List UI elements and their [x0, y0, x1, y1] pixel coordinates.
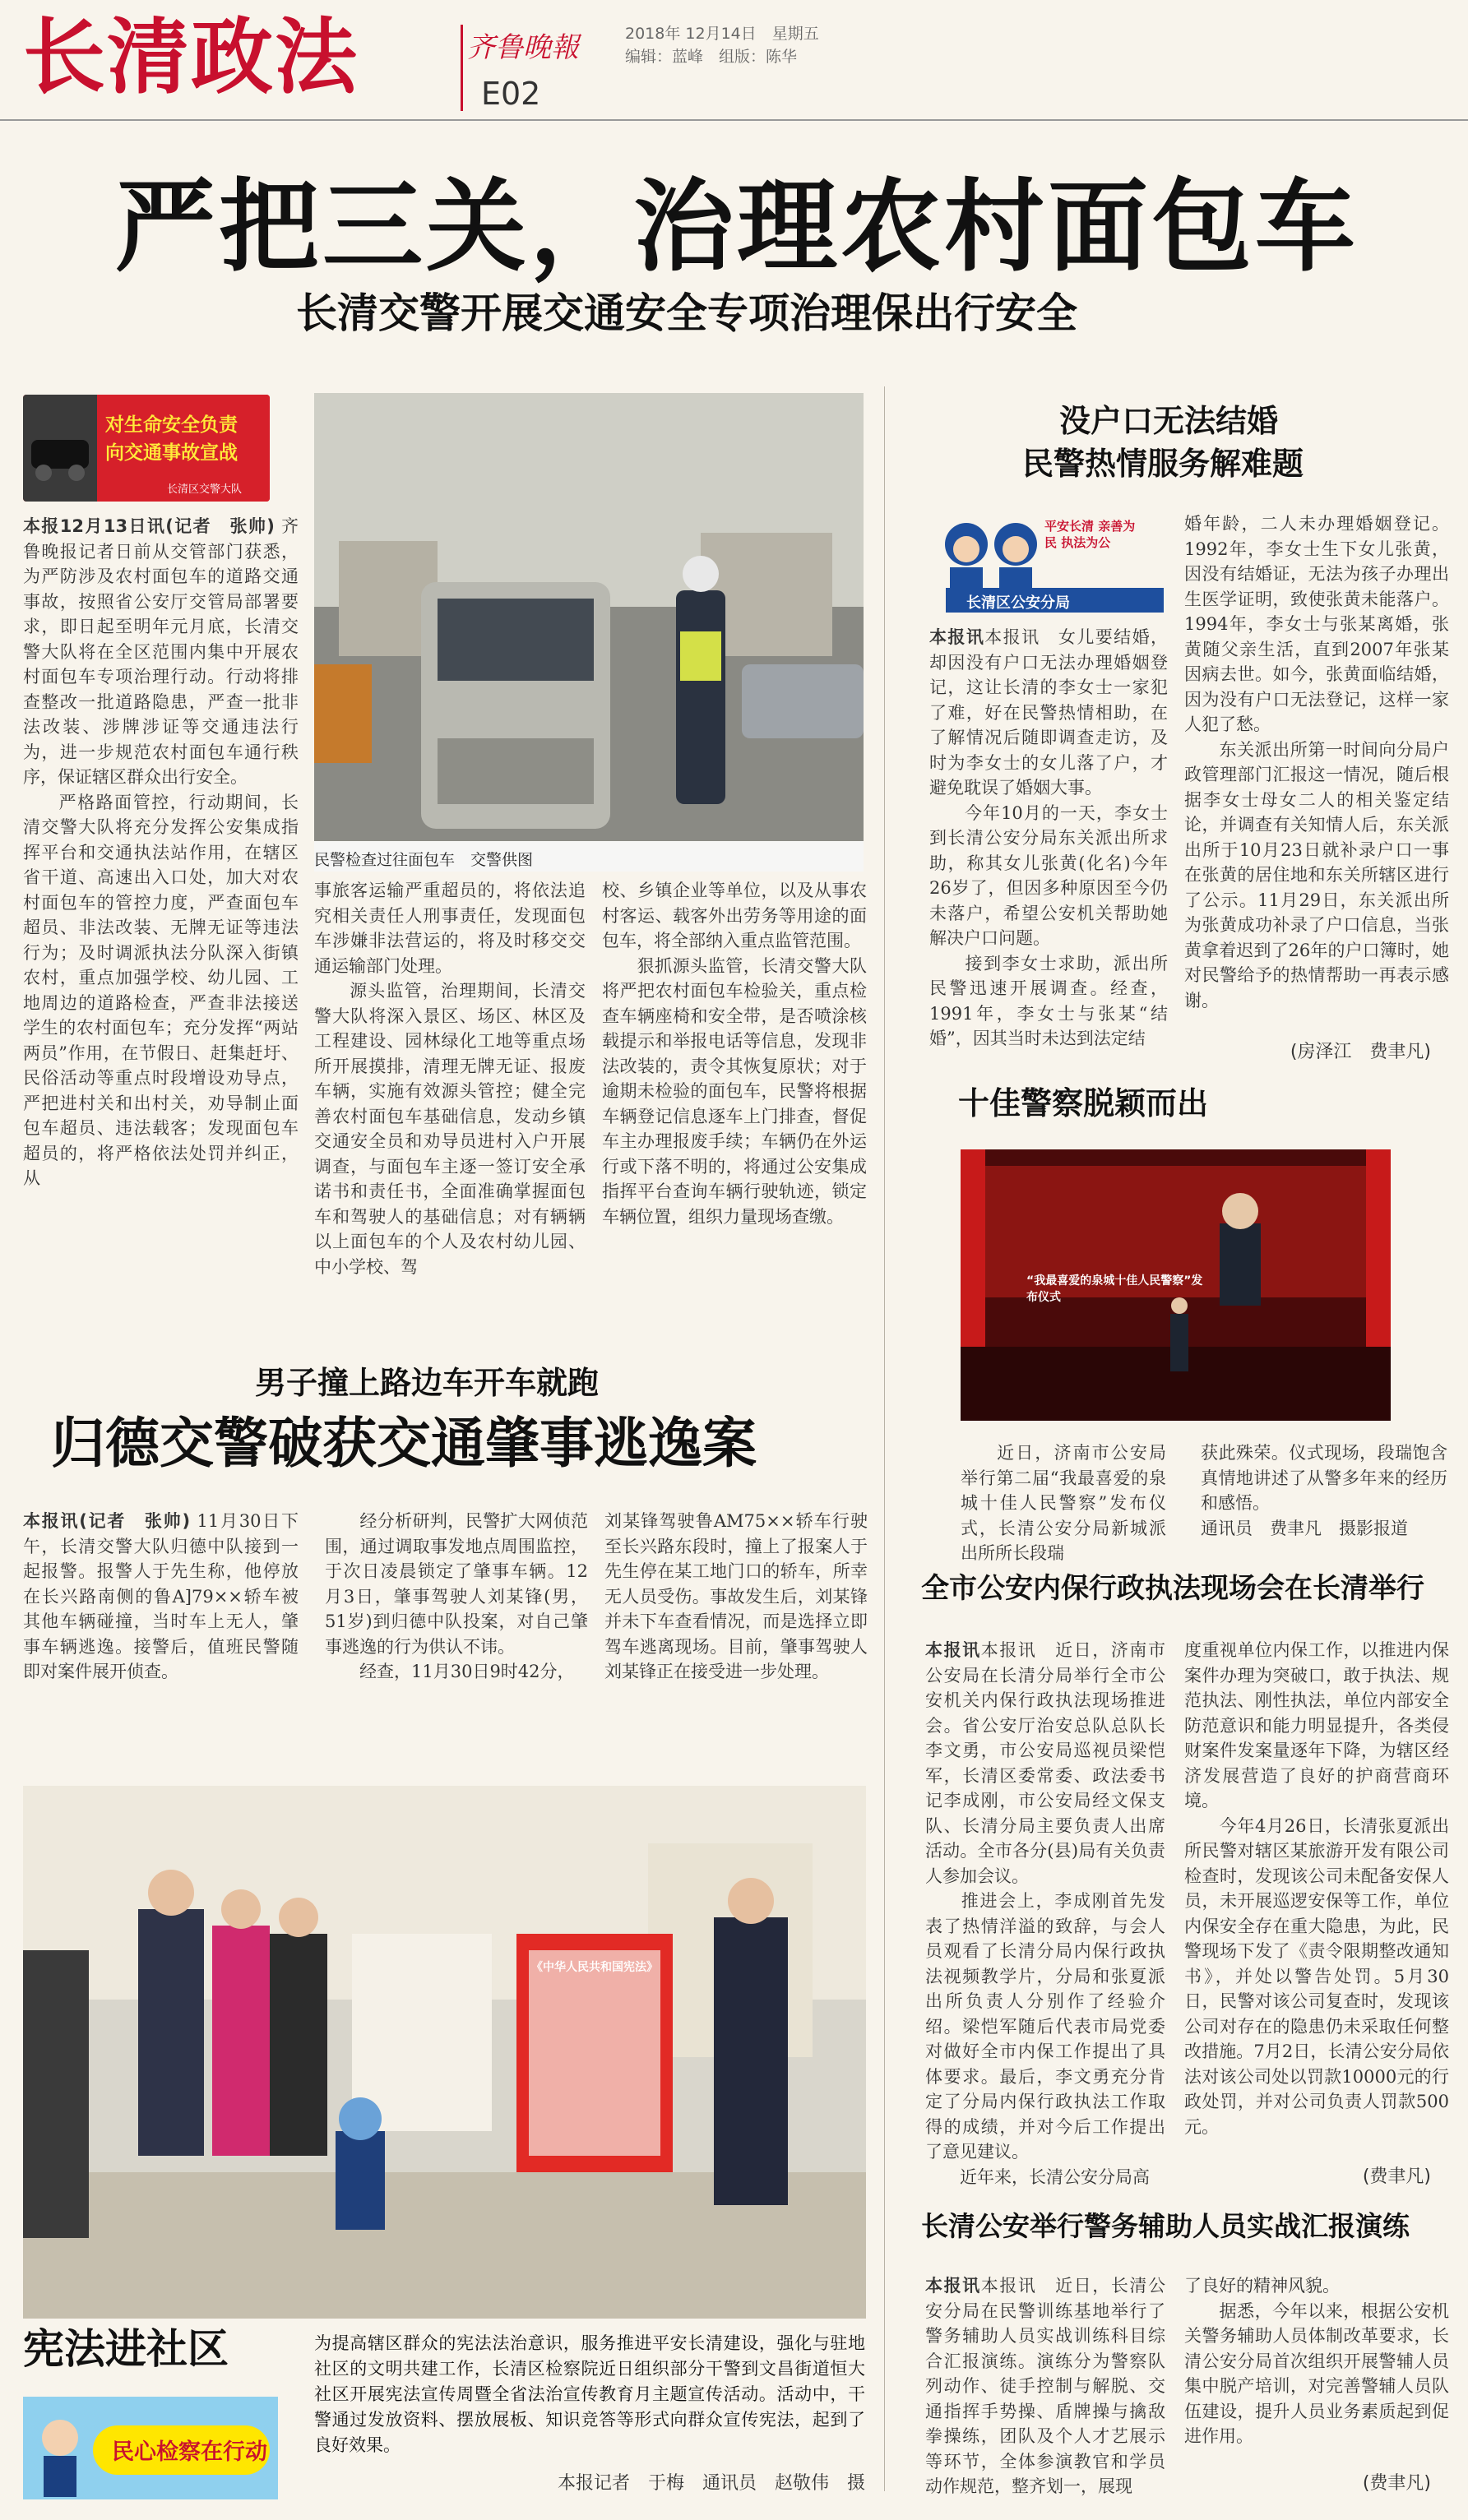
story1-text1c: 接到李女士求助，派出所民警迅速开展调查。经查，1991年，李女士与张某“结婚”，因其当时未达到法定结: [929, 953, 1168, 1048]
main-story-text2b: 源头监管，治理期间，长清交警大队将深入景区、场区、林区及工程建设、园林绿化工地等重点场所开展摸排，清理无牌无证、报废车辆，实施有效源头管控；健全完善农村面包车基础信息，发动乡镇交通安全员和劝导员进村入户开展调查，与面包车主逐一签订安全承诺书和责任书，全面准确掌握面包车和驾驶人的基础信息；对有辆辆以上面包车的个人及农村幼儿园、中小学校、驾: [314, 981, 586, 1277]
story3-col1: 本报讯本报讯 近日，济南市公安局在长清分局举行全市公安机关内保行政执法现场推进会。省公安厅治安总队总队长李文勇，市公安局巡视员梁恺军，长清区委常委、政法委书记李成刚，市公安局经文保支队、长清分局主要负责人出席活动。全市各分(县)局有关负责人参加会议。 推进会上，李成刚首先发表了热情洋溢的致辞，与会人员观看了长清分局内保行政执法视频教学片，分局和张夏派出所负责人分别作了经验介绍。梁恺军随后代表市局党委对做好全市内保工作提出了具体要求。最后，李文勇充分肯定了分局内保行政执法工作取得的成绩，并对今后工作提出了意见建议。 近年来，长清公安分局高: [925, 1640, 1165, 2187]
story2-text1: 近日，济南市公安局举行第二届“我最喜爱的泉城十佳人民警察”发布仪式，长清公安分局新城派出所所长段瑞: [961, 1443, 1166, 1563]
story1-byline: (房泽江 费聿凡): [1290, 1042, 1431, 1062]
mid-story-col2: [325, 1509, 588, 1702]
story3-text2: 度重视单位内保工作，以推进内保案件办理为突破口，敢于执法、规范执法、刚性执法，单位内部安全防范意识和能力明显提升，各类侵财案件发案量逐年下降，为辖区经济发展营造了良好的护商营商环境。: [1184, 1640, 1449, 1810]
column-divider: [884, 386, 885, 2491]
story3-text1b: 推进会上，李成刚首先发表了热情洋溢的致辞，与会人员观看了长清分局内保行政执法视频教学片，分局和张夏派出所负责人分别作了经验介绍。梁恺军随后代表市局党委对做好全市内保工作提出了具体要求。最后，李文勇充分肯定了分局内保行政执法工作取得的成绩，并对今后工作提出了意见建议。: [925, 1891, 1165, 2162]
mid-story-text2b: 经查，11月30日9时42分，: [359, 1662, 575, 1681]
main-story-text1b: 严格路面管控，行动期间，长清交警大队将充分发挥公安集成指挥平台和交通执法站作用，在辖区省干道、高速出入口处，加大对农村面包车的管控力度，严查面包车超员、非法改装、无牌无证等违法行为；及时调派执法分队深入街镇农村，重点加强学校、幼儿园、工地周边的道路检查，严查非法接送学生的农村面包车；充分发挥“两站两员”作用，在节假日、赶集赶圩、民俗活动等重点时段增设劝导点，严把进村关和出村关，劝导制止面包车超员、违法载客；发现面包车超员的，将严格依法处罚并纠正，从: [23, 792, 299, 1188]
story3-text1: 本报讯 近日，济南市公安局在长清分局举行全市公安机关内保行政执法现场推进会。省公安厅治安总队总队长李文勇，市公安局巡视员梁恺军，长清区委常委、政法委书记李成刚，市公安局经文保支队、长清分局主要负责人出席活动。全市各分(县)局有关负责人参加会议。: [925, 1640, 1165, 1886]
main-headline: 严把三关，治理农村面包车: [115, 169, 1359, 285]
story2-col1: [961, 1440, 1166, 1588]
header-rule: [0, 119, 1468, 121]
section-title: 长清政法: [23, 9, 359, 105]
photo-caption: 民警检查过往面包车 交警供图: [314, 841, 864, 872]
prosecutor-badge-text: 民心检察在行动: [112, 2439, 267, 2465]
issue-date: 2018年 12月14日 星期五: [625, 25, 819, 43]
police-checkpoint-image: [314, 393, 864, 872]
story3-headline: 全市公安内保行政执法现场会在长清举行: [921, 1572, 1424, 1605]
main-story-col3: [602, 878, 867, 1340]
story1-col2: [1184, 511, 1449, 1042]
story4-text2: 了良好的精神风貌。: [1184, 2276, 1340, 2296]
story1-text2: 婚年龄，二人未办理婚姻登记。1992年，李女士生下女儿张黄，因没有结婚证，无法为孩子办理出生医学证明，致使张黄未能落户。1994年，李女士与张某离婚，张黄随父亲生活，直到2007年张某因病去世。如今，张黄面临结婚，因为没有户口无法登记，这样一家人犯了愁。: [1184, 514, 1449, 734]
bottom-story-headline: 宪法进社区: [23, 2325, 229, 2373]
constitution-board-text: 《中华人民共和国宪法》: [531, 1961, 658, 1974]
badge-org: 长清区交警大队: [167, 483, 243, 496]
story4-text2b: 据悉，今年以来，根据公安机关警务辅助人员体制改革要求，长清公安分局首次组织开展警辅人员集中脱产培训，对完善警辅人员队伍建设，提升人员业务素质起到促进作用。: [1184, 2300, 1449, 2446]
police-logo-badge: [929, 510, 1168, 613]
mid-story-text1: 11月30日下午，长清交警大队归德中队接到一起报警。报警人于先生称，他停放在长兴路南侧的鲁A]79××轿车被其他车辆碰撞，当时车上无人，肇事车辆逃逸。接警后，值班民警随即对案件展开侦查。: [23, 1511, 299, 1681]
story4-col2: [1184, 2273, 1449, 2471]
award-photo: [961, 1149, 1391, 1421]
story4-headline: 长清公安举行警务辅助人员实战汇报演练: [921, 2210, 1410, 2242]
mid-story-text3: 刘某锋驾驶鲁AM75××轿车行驶至长兴路东段时，撞上了报案人于先生停在某工地门口的轿车，所幸无人员受伤。事故发生后，刘某锋并未下车查看情况，而是选择立即驾车逃离现场。目前，肇事驾驶人刘某锋正在接受进一步处理。: [604, 1511, 868, 1681]
main-subheadline: 长清交警开展交通安全专项治理保出行安全: [296, 289, 1077, 337]
bottom-story-caption: 为提高辖区群众的宪法法治意识，服务推进平安长清建设，强化与驻地社区的文明共建工作，长清区检察院近日组织部分干警到文昌街道恒大社区开展宪法宣传周暨全省法治宣传教育月主题宣传活动。活动中，干警通过发放资料、摆放展板、知识竞答等形式向群众宣传宪法，起到了良好效果。: [314, 2333, 865, 2455]
main-photo: [314, 393, 864, 872]
paper-logo: 齐鲁晚報: [467, 31, 579, 64]
bottom-story-byline: 本报记者 于梅 通讯员 赵敬伟 摄: [557, 2473, 865, 2494]
story1-headline1: 没户口无法结婚: [1059, 403, 1279, 439]
mid-story-headline: 归德交警破获交通肇事逃逸案: [51, 1412, 757, 1475]
page-number: E02: [481, 76, 541, 112]
story2-headline: 十佳警察脱颖而出: [958, 1085, 1209, 1121]
police-logo-slogan: 平安长清 亲善为民 执法为公: [1044, 519, 1136, 550]
story2-byline: 通讯员 费聿凡 摄影报道: [1201, 1518, 1408, 1538]
constitution-photo: [23, 1786, 866, 2319]
story4-col1: 本报讯本报讯 近日，长清公安分局在民警训练基地举行了警务辅助人员实战训练科目综合汇报演练。演练分为警察队列动作、徒手控制与解脱、交通指挥手势操、盾牌操与擒敌拳操练，团队及个人才艺展示等环节，全体参演教官和学员动作规范，整齐划一，展现: [925, 2276, 1165, 2496]
story1-col1: 本报讯本报讯 女儿要结婚，却因没有户口无法办理婚姻登记，这让长清的李女士一家犯了难，好在民警热情相助，在了解情况后随即调查走访，及时为李女士的女儿落了户，才避免耽误了婚姻大事。 今年10月的一天，李女士到长清公安分局东关派出所求助，称其女儿张黄(化名)今年26岁了，但因多种原因至今仍未落户，希望公安机关帮助她解决户口问题。 接到李女士求助，派出所民警迅速开展调查。经查，1991年，李女士与张某“结婚”，因其当时未达到法定结: [929, 627, 1168, 1048]
story2-text2: 获此殊荣。仪式现场，段瑞饱含真情地讲述了从警多年来的经历和感悟。: [1201, 1443, 1447, 1513]
main-story-text2: 事旅客运输严重超员的，将依法追究相关责任人刑事责任，发现面包车涉嫌非法营运的，将及时移交交通运输部门处理。: [314, 881, 586, 976]
main-story-lead: 本报12月13日讯(记者 张帅): [23, 516, 275, 536]
story3-text2b: 今年4月26日，长清张夏派出所民警对辖区某旅游开发有限公司检查时，发现该公司未配备安保人员，未开展巡逻安保等工作，单位内保安全存在重大隐患，为此，民警现场下发了《责令限期整改通知书》，并处以警告处罚。5月30日，民警对该公司复查时，发现该公司对存在的隐患仍未采取任何整改措施。7月2日，长清公安分局依法对该公司处以罚款10000元的行政处罚，并对公司负责人罚款500元。: [1184, 1815, 1449, 2137]
editors-credit: 编辑：蓝峰 组版：陈华: [625, 48, 798, 66]
story3-col2: [1184, 1638, 1449, 2160]
story4-text1: 本报讯 近日，长清公安分局在民警训练基地举行了警务辅助人员实战训练科目综合汇报演练。演练分为警察队列动作、徒手控制与解脱、交通指挥手势操、盾牌操与擒敌拳操练，团队及个人才艺展示等环节，全体参演教官和学员动作规范，整齐划一，展现: [925, 2276, 1165, 2496]
story2-col2: [1201, 1440, 1447, 1588]
story3-text1c: 近年来，长清公安分局高: [960, 2166, 1150, 2187]
mid-story-col1: [23, 1509, 299, 1702]
mid-story-kicker: 男子撞上路边车开车就跑: [255, 1365, 600, 1401]
story3-byline: (费聿凡): [1362, 2166, 1431, 2187]
badge-slogan: 对生命安全负责 向交通事故宣战: [105, 414, 238, 464]
main-story-col1: [23, 514, 299, 1340]
main-story-text3b: 狠抓源头监管，长清交警大队将严把农村面包车检验关，重点检查车辆座椅和安全带，是否喷涂核载提示和举报电话等信息，发现非法改装的，责令其恢复原状；对于逾期未检验的面包车，民警将根据车辆登记信息逐车上门排查，督促车主办理报废手续；车辆仍在外运行或下落不明的，将通过公安集成指挥平台查询车辆行驶轨迹，锁定车辆位置，组织力量现场查缴。: [602, 955, 867, 1227]
story4-byline: (费聿凡): [1362, 2473, 1431, 2494]
mid-story-lead: 本报讯(记者 张帅): [23, 1511, 191, 1531]
main-story-text1: 齐鲁晚报记者日前从交管部门获悉，为严防涉及农村面包车的道路交通事故，按照省公安厅交管局部署要求，即日起至明年元月底，长清交警大队将在全区范围内集中开展农村面包车专项治理行动。行动将排查整改一批道路隐患，严查一批非法改装、涉牌涉证等交通违法行为，进一步规范农村面包车通行秩序，保证辖区群众出行安全。: [23, 516, 299, 787]
award-stage-text: “我最喜爱的泉城十佳人民警察”发布仪式: [1026, 1274, 1203, 1304]
mid-story-col3: [604, 1509, 868, 1702]
story1-text2b: 东关派出所第一时间向分局户政管理部门汇报这一情况，随后根据李女士母女二人的相关鉴定结论，并调查有关知情人后，东关派出所于10月23日就补录户口一事在张黄的居住地和东关所辖区进行了公示。11月29日，东关派出所为张黄成功补录了户口信息，当张黄拿着迟到了26年的户口簿时，她对民警给予的热情帮助一再表示感谢。: [1184, 739, 1449, 1010]
prosecutor-badge: [23, 2397, 278, 2499]
police-logo-org: 长清区公安分局: [966, 594, 1070, 612]
main-story-col2: [314, 878, 586, 1340]
traffic-safety-badge: [23, 395, 270, 502]
main-story-text3: 校、乡镇企业等单位，以及从事农村客运、载客外出劳务等用途的面包车，将全部纳入重点监管范围。: [602, 881, 867, 950]
mid-story-text2: 经分析研判，民警扩大网侦范围，通过调取事发地点周围监控，于次日凌晨锁定了肇事车辆。12月3日，肇事驾驶人刘某锋(男，51岁)到归德中队投案，对自己肇事逃逸的行为供认不讳。: [325, 1511, 588, 1657]
community-event-image: [23, 1786, 866, 2319]
header-divider: [461, 25, 463, 111]
story1-text1: 本报讯 女儿要结婚，却因没有户口无法办理婚姻登记，这让长清的李女士一家犯了难，好在民警热情相助，在了解情况后随即调查走访，及时为李女士的女儿落了户，才避免耽误了婚姻大事。: [929, 627, 1168, 798]
story1-text1b: 今年10月的一天，李女士到长清公安分局东关派出所求助，称其女儿张黄(化名)今年26岁了，但因多种原因至今仍未落户，希望公安机关帮助她解决户口问题。: [929, 802, 1168, 948]
story1-headline2: 民警热情服务解难题: [1022, 446, 1304, 482]
